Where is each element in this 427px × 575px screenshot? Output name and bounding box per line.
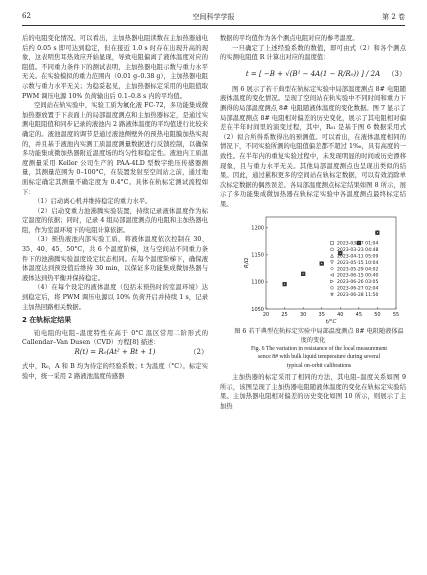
figure-caption-en: typical on-orbit calibrations <box>286 362 352 369</box>
paragraph: 数据的平均值作为各个测点电阻对应的参考温度。 <box>220 35 359 42</box>
paragraph: 图 6 展示了若干典型在轨标定实验中局部温度测点 8# 电阻随液体温度的变化情况。呈现了空间站在轨实验中不同时间和重力下测得的局部温度测点 8# 电阻随液体温度的变化数据。图 7 显示了局部温度测点 8# 电阻相对偏差的历史变化，展示了其电阻相对偏差在半年时间里的演变过程，其中，R₀₁ 是基于图 6 数据采用式（2）拟合所得系数得出的预测值。可以看出，在液体温度相同的情况下，不同实验所测的电阻值偏差都不超过 1‰，具有高度的一致性。在半年内的重复实验过程中，未发现明显的时间或历史漂移现象，且与重力水平无关。其他局部温度测点也呈现出类似的结果。因此，通过累积更多的空间站在轨标定数据，可以有效消除单次标定数据的偶然误差。各局部温度测点标定结果如图 8 所示，展示了多功能集成微加热器在轨标定实验中各温度测点最终标定结果。 <box>220 85 406 208</box>
legend-entry: 2023-06-26 03:05 <box>337 279 379 285</box>
equation-2 <box>22 348 208 362</box>
legend-marker <box>331 267 334 270</box>
x-tick-label: 45 <box>355 311 363 318</box>
legend-marker <box>330 292 333 295</box>
header-rule <box>22 25 405 26</box>
legend-entry: 2023-06-15 00:40 <box>337 273 379 279</box>
equation-body: t = [ −B + √(B² − 4A(1 − R/R₀)) ] / 2A <box>245 69 381 78</box>
page-header <box>22 8 405 24</box>
legend-entry: 2023-05-15 10:04 <box>337 260 379 266</box>
legend-marker <box>331 254 334 257</box>
legend-marker <box>331 247 334 250</box>
legend-entry: 2023-06-28 11:50 <box>337 292 379 298</box>
x-tick-label: 20 <box>262 311 270 318</box>
x-tick-label: 25 <box>281 311 288 318</box>
legend-entry: 2023-06-27 02:04 <box>337 286 379 291</box>
x-tick-label: 30 <box>299 311 307 318</box>
legend-entry: 2023-05-29 04:02 <box>337 266 379 272</box>
legend-entry: 2023-04-11 05:09 <box>337 254 379 259</box>
equation-3 <box>220 63 406 85</box>
y-tick-label: 1050 <box>251 306 264 313</box>
legend-marker <box>331 286 334 289</box>
legend-marker <box>331 273 334 276</box>
equation-number: （2） <box>189 348 208 356</box>
section-heading: 2 在轨标定结果 <box>22 316 72 325</box>
right-column <box>220 34 406 411</box>
equation-body: R(t) = R₀(At² + Bt + 1) <box>74 348 156 356</box>
scatter-chart <box>220 213 406 325</box>
figure-caption-en: sence 8# with bulk liquid temperature during several <box>257 354 381 360</box>
figure-6 <box>220 213 406 325</box>
paragraph: 后的电阻变化情况。可以看出，主加热器电阻读数在主加热器通电后约 0.05 s 即可达到稳定，但在接近 1.0 s 时存在出现升高的现象，这表明焦耳热效应开始显现，导致电阻偏离了液体温度对应的阻值。不同重力条件下的测试表明，主加热器电阻示数与重力水平无关。在实验模拟的重力范围内（0.01 g–0.38 g），主加热器电阻示数与重力水平无关；为稳妥起见，主加热器标定采用的电阻值取 PWM 调压电源 10% 负荷输出后 0.1–0.8 s 内的平均值。 <box>22 35 208 100</box>
x-tick-label: 55 <box>392 311 400 318</box>
paragraph: 铂电阻的电阻–温度特性在高于 0°C 温区常用二阶形式的 Callendar–Van Dusen（CVD）方程[8] 描述： <box>22 329 208 347</box>
x-tick-label: 35 <box>318 311 325 318</box>
y-tick-label: 1150 <box>251 252 264 259</box>
paragraph: 一旦确定了上述经验系数的数值，即可由式（2）和各个测点的实测电阻值 R 计算出对应的温度值： <box>220 44 406 62</box>
y-axis-label: R/Ω <box>244 257 250 268</box>
figure-caption-cn: 图 6 若干典型在轨标定实验中局部温度测点 8# 电阻随液体温度的变化 <box>234 327 404 344</box>
list-item: （4）在每个设定的液体温度（包括未预热时的室温环境）达到稳定后，将 PWM 调压电源以 10% 负荷开启并持续 1 s，记录主加热回路相关数据。 <box>22 284 208 311</box>
legend-entry: 2023-03-23 04:48 <box>337 247 379 253</box>
y-tick-label: 1100 <box>251 279 264 286</box>
legend-marker <box>331 279 334 282</box>
equation-number: （3） <box>387 69 406 78</box>
page-number: 62 <box>22 12 31 20</box>
left-column <box>22 34 208 381</box>
x-tick-label: 40 <box>337 311 344 318</box>
journal-title: 空间科学学报 <box>192 13 235 21</box>
paragraph: 主加热器的标定采用了相同的方法，其电阻–温度关系如图 9 所示，该图呈现了主加热器电阻随液体温度的变化在轨标定实验结果。主加热器电阻相对偏差的历史变化如图 10 所示，则展示了主加热 <box>220 374 406 410</box>
legend-entry: 2023-03-07 01:04 <box>337 241 379 247</box>
x-tick-label: 50 <box>374 311 381 318</box>
list-item: （1）启动离心机并维持稳定的重力水平。 <box>34 198 152 206</box>
paragraph: 式中，R₀，A 和 B 均为待定的经验系数；t 为温度（°C）。标定实验中，统一采用 2 路液池温度传感器 <box>22 363 208 380</box>
legend-marker <box>331 260 334 263</box>
list-item: （3）预热液池内部实验工质，将液体温度依次控制在 30、35、40、45、50°C，共 6 个温度阶梯，这与空间站不同重力条件下的池沸腾实验温度设定状态相同。在每个温度阶梯下，确保液体温度达到预设值后维持 30 min，以保证多功能集成微加热器与液体达到热平衡并保持稳定。 <box>22 236 208 282</box>
legend-marker <box>331 241 334 244</box>
list-item: （2）启动变重力池沸腾实验装置，持续记录液体温度作为标定温度的依据；同时，记录 4 组局部温度测点的电阻和主加热器电阻，作为室温环境下的电阻计算依据。 <box>22 207 208 234</box>
y-tick-label: 1200 <box>251 225 264 232</box>
paragraph: 空间站在轨实验中，实验工质为氟化液 FC-72，多功能集成微加热器放置于下表面上的局部温度测点和主加热器标定，是通过实测电阻阻值和同步记录的液池内 2 路液体温度的平均值进行比较来确定的。液池温度的调节是通过液池侧壁外的预热电阻膜加热实现的，并且基于液池内实测工质温度测量数据进行反馈控制，以确保多功能集成微加热器附近温度场的均匀性和稳定性。液池内工质温度测量采用 Keller 公司生产的 PAA-4LD 型数字绝压传感器测量，其测量范围为 0–100°C，在装置发射至空间站之前，通过地面标定确定其测量不确定度为 0.4°C。具体在轨标定测试流程如下： <box>22 102 208 196</box>
x-axis-label: t/°C <box>325 318 337 325</box>
volume-label: 第 2 卷 <box>382 13 405 21</box>
figure-caption-en: Fig. 6 The variation in resistance of the local measurement <box>250 345 388 352</box>
